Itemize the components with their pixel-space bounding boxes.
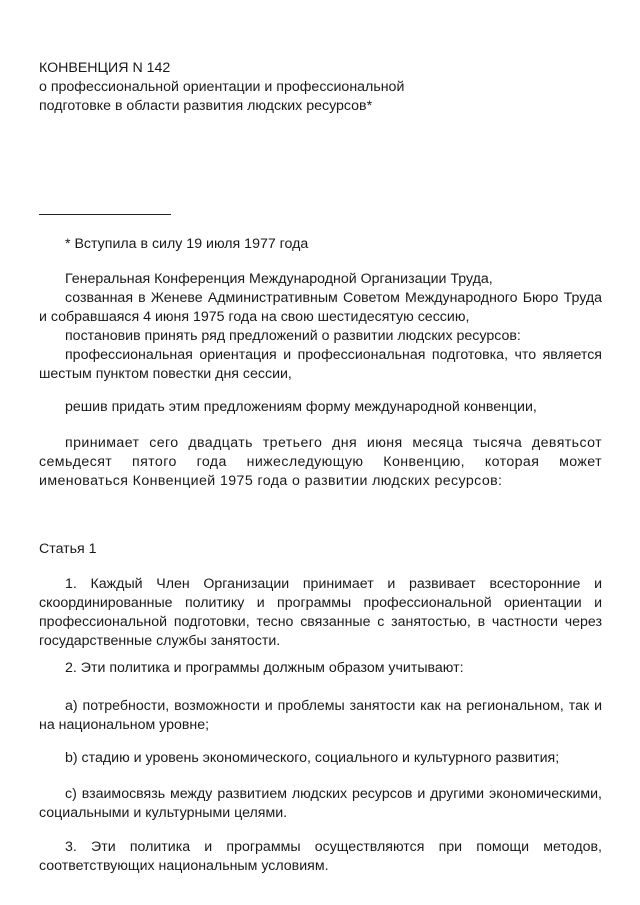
preamble-adopts: принимает сего двадцать третьего дня июня месяца тысяча девятьсот семьдесят пятого года нижеследующую Конвенцию, которая может именоваться Конвенцией 1975 года о развитии людских ресурсов: — [39, 435, 602, 489]
article-1-item-3: 3. Эти политика и программы осуществляются при помощи методов, соответствующих национальным условиям. — [39, 839, 602, 874]
article-1-item-2: 2. Эти политика и программы должным образом учитывают: — [65, 660, 464, 676]
preamble-conference: Генеральная Конференция Международной Организации Труда, — [65, 271, 493, 287]
convention-subtitle-line-2: подготовке в области развития людских ресурсов* — [39, 98, 373, 114]
convention-title: КОНВЕНЦИЯ N 142 — [39, 60, 171, 76]
footnote-divider — [39, 214, 171, 215]
preamble-decided: постановив принять ряд предложений о развитии людских ресурсов: — [65, 328, 521, 344]
preamble-convened: созванная в Женеве Административным Советом Международного Бюро Труда и собравшаяся 4 июня 1975 года на свою шестидесятую сессию, — [39, 290, 602, 325]
document-header — [39, 59, 404, 116]
convention-subtitle-line-1: о профессиональной ориентации и профессиональной — [39, 79, 405, 95]
preamble-agenda-item: профессиональная ориентация и профессиональная подготовка, что является шестым пунктом повестки дня сессии, — [39, 347, 602, 382]
article-1-heading: Статья 1 — [39, 541, 97, 557]
footnote: * Вступила в силу 19 июля 1977 года — [65, 236, 309, 252]
article-1-item-b: b) стадию и уровень экономического, социального и культурного развития; — [65, 750, 560, 766]
article-1-item-1: 1. Каждый Член Организации принимает и развивает всесторонние и скоординированные политику и программы профессиональной ориентации и профессиональной подготовки, тесно связанные с занятостью, в частности через государственные службы занятости. — [39, 576, 602, 649]
article-1-item-c: c) взаимосвязь между развитием людских ресурсов и другими экономическими, социальными и культурными целями. — [39, 786, 602, 821]
preamble-form: решив придать этим предложениям форму международной конвенции, — [65, 399, 537, 415]
article-1-item-a: a) потребности, возможности и проблемы занятости как на региональном, так и на национальном уровне; — [39, 698, 602, 733]
